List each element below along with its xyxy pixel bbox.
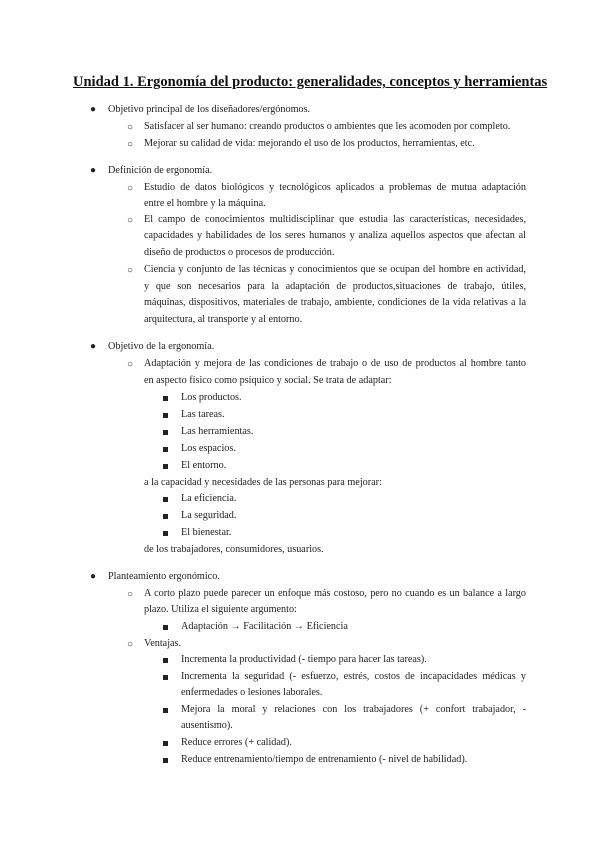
- circle-bullet: ○: [127, 139, 134, 150]
- sub-list-item-line: Mejora la moral y relaciones con los trabajadores (+ confort trabajador, -: [181, 704, 526, 715]
- sub-list-item: El entorno.: [181, 460, 227, 471]
- square-bullet: [163, 464, 168, 469]
- list-item-line: en aspecto físico como psíquico y social. Se trata de adaptar:: [144, 375, 392, 386]
- circle-bullet: ○: [127, 183, 134, 194]
- sub-list-item: Incrementa la productividad (- tiempo para hacer las tareas).: [181, 654, 427, 665]
- paragraph-line: a la capacidad y necesidades de las personas para mejorar:: [144, 477, 382, 488]
- sub-list-item: Los productos.: [181, 392, 242, 403]
- list-item: Satisfacer al ser humano: creando productos o ambientes que les acomoden por completo.: [144, 121, 511, 132]
- square-bullet: [163, 497, 168, 502]
- list-item-line: diseño de productos o procesos de producción.: [144, 247, 335, 258]
- sub-list-item: Las tareas.: [181, 409, 225, 420]
- circle-bullet: ○: [127, 589, 134, 600]
- disc-bullet: ●: [90, 104, 97, 115]
- circle-bullet: ○: [127, 265, 134, 276]
- section-heading-planteamiento: Planteamiento ergonómico.: [108, 571, 220, 582]
- square-bullet: [163, 413, 168, 418]
- list-item: Ventajas.: [144, 638, 182, 649]
- sub-list-item: El bienestar.: [181, 527, 232, 538]
- sub-list-item: Las herramientas.: [181, 426, 254, 437]
- sub-list-item-line: ausentismo).: [181, 720, 233, 731]
- square-bullet: [163, 396, 168, 401]
- sub-list-item: La eficiencia.: [181, 493, 237, 504]
- list-item-line: plazo. Utiliza el siguiente argumento:: [144, 604, 297, 615]
- list-item-line: entre el hombre y la máquina.: [144, 198, 266, 209]
- sub-list-item: Reduce entrenamiento/tiempo de entrenamiento (- nivel de habilidad).: [181, 754, 468, 765]
- argument-line: Adaptación → Facilitación → Eficiencia: [181, 621, 348, 632]
- disc-bullet: ●: [90, 165, 97, 176]
- circle-bullet: ○: [127, 639, 134, 650]
- square-bullet: [163, 531, 168, 536]
- sub-list-item: Reduce errores (+ calidad).: [181, 737, 292, 748]
- circle-bullet: ○: [127, 359, 134, 370]
- page-title: Unidad 1. Ergonomía del producto: generalidades, conceptos y herramientas: [73, 74, 548, 90]
- list-item-line: Ciencia y conjunto de las técnicas y conocimientos que se ocupan del hombre en actividad,: [144, 264, 526, 275]
- list-item-line: máquinas, dispositivos, materiales de trabajo, ambiente, condiciones de la vida relativas a la: [144, 297, 526, 308]
- section-heading-definicion: Definición de ergonomía.: [108, 165, 213, 176]
- list-item-line: arquitectura, al transporte y al entorno.: [144, 314, 303, 325]
- section-heading-objetivo-principal: Objetivo principal de los diseñadores/ergónomos.: [108, 104, 311, 115]
- circle-bullet: ○: [127, 215, 134, 226]
- square-bullet: [163, 447, 168, 452]
- sub-list-item-line: Incrementa la seguridad (- esfuerzo, estrés, costos de incapacidades médicas y: [181, 671, 526, 682]
- sub-list-item: Los espacios.: [181, 443, 236, 454]
- list-item-line: y que son necesarios para la adaptación de productos,situaciones de trabajo, útiles,: [144, 281, 526, 292]
- disc-bullet: ●: [90, 571, 97, 582]
- disc-bullet: ●: [90, 341, 97, 352]
- paragraph-line: de los trabajadores, consumidores, usuarios.: [144, 544, 324, 555]
- square-bullet: [163, 658, 168, 663]
- square-bullet: [163, 758, 168, 763]
- sub-list-item-line: enfermedades o lesiones laborales.: [181, 687, 323, 698]
- square-bullet: [163, 741, 168, 746]
- list-item-line: Estudio de datos biológicos y tecnológicos aplicados a problemas de mutua adaptación: [144, 182, 526, 193]
- list-item-line: A corto plazo puede parecer un enfoque más costoso, pero no cuando es un balance a largo: [144, 588, 526, 599]
- sub-list-item: La seguridad.: [181, 510, 237, 521]
- section-heading-objetivo: Objetivo de la ergonomía.: [108, 341, 215, 352]
- circle-bullet: ○: [127, 122, 134, 133]
- square-bullet: [163, 625, 168, 630]
- list-item: Mejorar su calidad de vida: mejorando el uso de los productos, herramientas, etc.: [144, 138, 475, 149]
- square-bullet: [163, 430, 168, 435]
- list-item-line: capacidades y habilidades de los seres humanos y analiza aquellos aspectos que afectan al: [144, 230, 526, 241]
- square-bullet: [163, 675, 168, 680]
- square-bullet: [163, 708, 168, 713]
- list-item-line: Adaptación y mejora de las condiciones de trabajo o de uso de productos al hombre tanto: [144, 358, 526, 369]
- list-item-line: El campo de conocimientos multidisciplinar que estudia las características, necesidades,: [144, 214, 526, 225]
- square-bullet: [163, 514, 168, 519]
